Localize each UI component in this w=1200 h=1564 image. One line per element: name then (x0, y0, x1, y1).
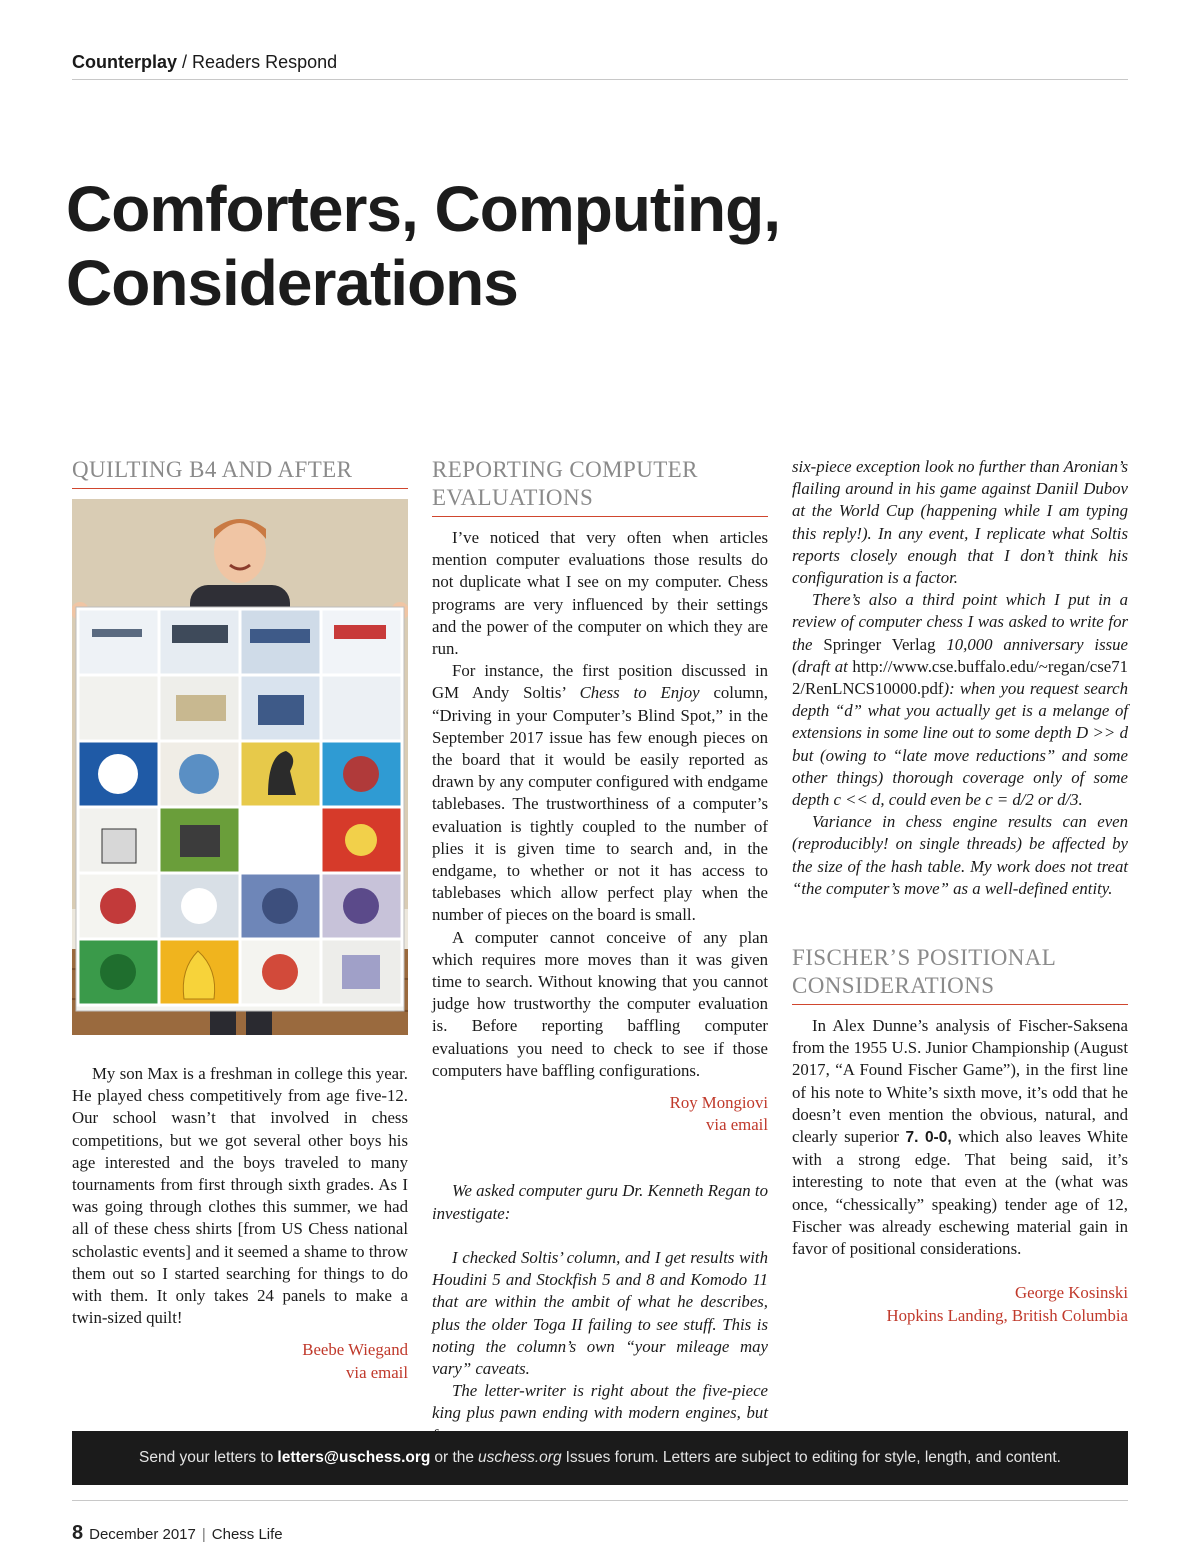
editor-intro: We asked computer guru Dr. Kenneth Regan to investigate: (432, 1181, 768, 1223)
letter-heading-computer: REPORTING COMPUTER EVALUATIONS (432, 456, 768, 517)
issue-date: December 2017 (89, 1526, 196, 1543)
folio-separator: | (201, 1526, 206, 1543)
section-name: Counterplay (72, 52, 178, 72)
reply2-b: 10,000 anniversary issue (draft at (792, 634, 1128, 676)
letter1-via: via email (346, 1362, 408, 1382)
letter2-paragraph-1: I’ve noticed that very often when articles mention computer evaluations those results do not duplicate what I see on my computer. Chess programs are very influenced by their settings and the power of the computer on which they are run. (432, 528, 768, 659)
letter2-via: via email (706, 1115, 768, 1135)
quilt-photo-illustration (72, 499, 408, 1035)
page-title (66, 172, 1066, 320)
regan-reply-continued-2 (792, 589, 1128, 811)
letter3-signature (792, 1282, 1128, 1326)
section-separator: / (177, 52, 193, 72)
draft-url-link[interactable]: http://www.cse.buffalo.edu/~regan/cse712/RenLNCS10000.pdf (792, 656, 1128, 699)
letters-email-link[interactable]: letters@uschess.org (277, 1449, 431, 1466)
page-title-line1: Comforters, Computing, (66, 173, 780, 245)
column-3 (792, 456, 1128, 1327)
column-1 (72, 456, 408, 1384)
letter3-p-b: which also leaves White with a strong edge. That being said, it’s interesting to note that even at the (what was once, “chessically” speaking) tender age of 12, Fischer was already eschewing material gain in favor of positional considerations. (792, 1127, 1129, 1259)
page-number: 8 (72, 1522, 84, 1544)
letter3-author: George Kosinski (1015, 1283, 1128, 1303)
submission-banner (72, 1431, 1128, 1485)
letter2-author: Roy Mongiovi (669, 1093, 768, 1113)
regan-reply-paragraph-2: The letter-writer is right about the five-piece king plus pawn ending with modern engines, but (432, 1381, 768, 1423)
letter-heading-fischer: FISCHER’S POSITIONAL CONSIDERATIONS (792, 944, 1128, 1005)
letter2-column-title: Chess to Enjoy (579, 683, 700, 703)
page-folio (72, 1522, 283, 1545)
reply2-a: There’s also a third point which I put in a review of computer chess I was asked to write for the (792, 590, 1128, 654)
magazine-name: Chess Life (211, 1526, 283, 1543)
letter3-p-a: In Alex Dunne’s analysis of Fischer-Saksena from the 1955 U.S. Junior Championship (August 2017, “A Found Fischer Game”), in the first line of his note to White’s sixth move, it’s odd that he doesn’t even mention the obvious, natural, and clearly superior (792, 1016, 1128, 1147)
letter1-author: Beebe Wiegand (302, 1340, 408, 1360)
regan-reply-continued-1: six-piece exception look no further than Aronian’s flailing around in his game against Daniil Dubov at the World Cup (happening while I am typing this reply!). In any event, I replicate what Soltis reports closely enough that I don’t think his configuration is a factor. (792, 457, 1128, 588)
letter2-paragraph-2 (432, 660, 768, 926)
page-title-line2: Considerations (66, 247, 518, 319)
banner-text-2: or the (434, 1449, 474, 1466)
letter3-paragraph (792, 1015, 1128, 1260)
banner-text-3: Issues forum. Letters are subject to editing for style, length, and content. (565, 1449, 1061, 1466)
letter2-p2-a: For instance, the first position discussed in GM Andy Soltis’ (432, 661, 768, 703)
chess-move: 7. 0-0, (905, 1129, 952, 1147)
letter3-location: Hopkins Landing, British Columbia (886, 1305, 1128, 1325)
regan-reply-paragraph-1: I checked Soltis’ column, and I get results with Houdini 5 and Stockfish 5 and 8 and Komodo 11 that are within the ambit of what he describes, plus the older Toga II failing to see stuff. This is noting the column’s own “your mileage may vary” caveats. (432, 1247, 768, 1378)
quilt-photo (72, 499, 408, 1035)
letter2-signature (432, 1092, 768, 1136)
letter-heading-quilting: QUILTING B4 AND AFTER (72, 456, 408, 489)
letter1-signature (72, 1339, 408, 1383)
regan-reply-continued-3: Variance in chess engine results can even (reproducibly! on single threads) be affected by the size of the hash table. My work does not treat “the computer’s move” as a well-defined entity. (792, 812, 1128, 898)
footer-divider (72, 1500, 1128, 1501)
letter1-paragraph: My son Max is a freshman in college this year. He played chess competitively from age five-12. Our school wasn’t that involved in chess competitions, but we got several other boys his age interested and the boys traveled to many tournaments from first through sixth grades. As I was going through clothes this summer, we had all of these chess shirts [from US Chess national scholastic events] and it seemed a shame to throw them out so I started searching for things to do with them. It only takes 24 panels to make a twin-sized quilt! (72, 1064, 408, 1328)
reply2-c: ): when you request search depth “d” what you actually get is a melange of extensions in some line out to some depth D >> d but (owing to “late move reductions” and some other things) thorough coverage only of some depth c << d, could even be c = d/2 or d/3. (792, 679, 1128, 810)
forum-link[interactable]: uschess.org (478, 1449, 562, 1466)
column-2 (432, 456, 768, 1447)
letter2-p2-b: column, “Driving in your Computer’s Blind Spot,” in the September 2017 issue has few enough pieces on the board that it would be easily reported as drawn by any computer configured with endgame tablebases. The trustworthiness of a computer’s evaluation is tightly coupled to the number of plies it is given time to search and, in the endgame, to whether or not it has access to tablebases which allow perfect play when the number of pieces on the board is small. (432, 683, 768, 925)
running-head (72, 52, 1128, 80)
letter2-paragraph-3: A computer cannot conceive of any plan which requires more moves than it was given time to search. Without knowing that you cannot judge how trustworthy the computer evaluation is. Before reporting baffling computer evaluations you need to check to see if those computers have baffling configurations. (432, 927, 768, 1080)
publisher-name: Springer Verlag (823, 634, 936, 654)
banner-text-1: Send your letters to (138, 1449, 274, 1466)
subsection-name: Readers Respond (192, 52, 338, 72)
